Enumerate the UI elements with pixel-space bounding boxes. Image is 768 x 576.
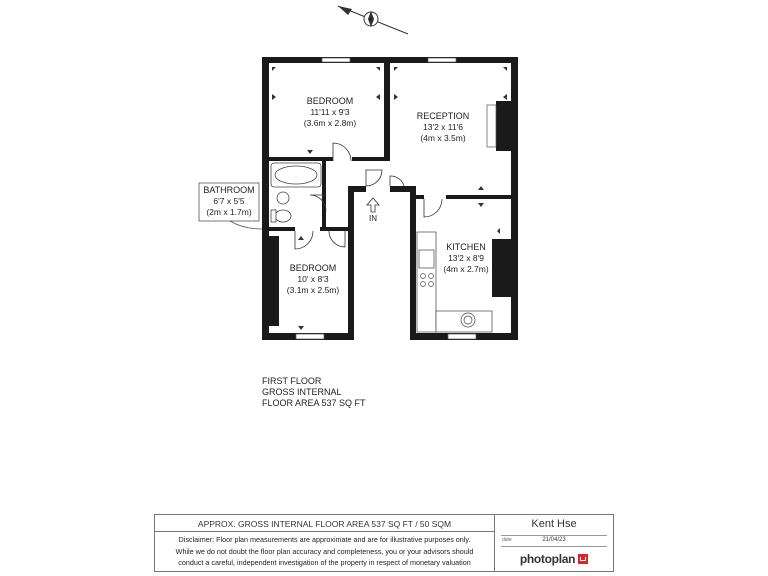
bathroom-fixtures xyxy=(271,163,321,222)
disclaimer-line-3: conduct a careful, independent investigation of the property in respect of monetary valuation xyxy=(178,558,471,567)
room-dims-reception: 13'2 x 11'6 xyxy=(423,122,463,132)
room-dims-bedroom-1: 11'11 x 9'3 xyxy=(310,107,350,117)
window xyxy=(448,334,476,339)
wall xyxy=(390,186,416,192)
door-swing xyxy=(390,176,404,186)
room-label-bedroom-2: BEDROOM xyxy=(289,263,337,273)
wall xyxy=(354,186,366,192)
wall xyxy=(269,236,279,326)
room-dims-metric-kitchen: (4m x 2.7m) xyxy=(443,264,489,274)
room-dims-bathroom: 6'7 x 5'5 xyxy=(213,196,245,206)
footer-info-box xyxy=(154,514,614,572)
brand-name: photoplan xyxy=(519,552,576,566)
date-row xyxy=(501,535,607,547)
wall xyxy=(416,195,424,199)
window xyxy=(322,58,350,62)
wall xyxy=(352,157,390,161)
sink-icon xyxy=(419,250,434,268)
room-label-bedroom-1: BEDROOM xyxy=(306,96,354,106)
room-dims-metric-bedroom-2: (3.1m x 2.5m) xyxy=(286,285,340,295)
door-swing xyxy=(366,170,382,186)
room-dims-metric-bedroom-1: (3.6m x 2.8m) xyxy=(303,118,357,128)
room-label-bathroom: BATHROOM xyxy=(203,185,255,195)
wall xyxy=(348,186,354,340)
brand-logo xyxy=(495,552,613,566)
window xyxy=(296,334,324,339)
disclaimer-line-1: Disclaimer: Floor plan measurements are approximate and are for illustrative purposes only. xyxy=(178,535,471,544)
property-name: Kent Hse xyxy=(531,518,577,530)
footer-right-panel xyxy=(495,515,613,571)
wall xyxy=(322,161,326,227)
wall xyxy=(269,157,333,161)
door-swing xyxy=(424,199,442,217)
hob-icon xyxy=(421,274,426,279)
window xyxy=(428,58,456,62)
wall xyxy=(492,239,511,297)
room-dims-metric-bathroom: (2m x 1.7m) xyxy=(206,207,252,217)
wall xyxy=(269,227,295,231)
bathroom-leader-line xyxy=(230,221,262,229)
wall xyxy=(262,57,269,340)
disclaimer-line-2: While we do not doubt the floor plan accuracy and completeness, you or your advisors should xyxy=(175,546,474,556)
worktop xyxy=(417,232,436,332)
footer-left-panel xyxy=(155,515,495,571)
window xyxy=(487,105,496,147)
wall xyxy=(511,57,518,340)
wall xyxy=(446,195,511,199)
floor-info-line-3: FLOOR AREA 537 SQ FT xyxy=(262,398,366,408)
divider xyxy=(155,531,494,532)
room-dims-kitchen: 13'2 x 8'9 xyxy=(448,253,484,263)
wall xyxy=(384,57,390,160)
floor-info xyxy=(262,376,366,408)
entrance-arrow-icon xyxy=(367,198,379,212)
floor-info-line-2: GROSS INTERNAL xyxy=(262,387,342,397)
walls xyxy=(262,57,518,340)
floor-area-title: APPROX. GROSS INTERNAL FLOOR AREA 537 SQ FT / 50 SQM xyxy=(197,519,452,529)
door-swing xyxy=(329,231,345,247)
entrance-label: IN xyxy=(369,214,377,223)
wall xyxy=(320,227,354,231)
door-swing xyxy=(333,143,351,161)
floor-info-line-1: FIRST FLOOR xyxy=(262,376,322,386)
room-dims-bedroom-2: 10' x 8'3 xyxy=(297,274,329,284)
house-icon xyxy=(578,554,588,564)
wall xyxy=(410,186,416,340)
compass-label: N xyxy=(368,17,374,24)
room-dims-metric-reception: (4m x 3.5m) xyxy=(420,133,466,143)
date-label: date xyxy=(502,537,512,543)
date-value: 21/04/23 xyxy=(542,537,566,543)
compass-arrow-icon xyxy=(338,6,352,15)
compass xyxy=(338,6,408,34)
toilet-icon xyxy=(275,210,291,222)
room-label-reception: RECEPTION xyxy=(416,111,470,121)
wall xyxy=(496,101,511,151)
disclaimer xyxy=(158,534,491,569)
bathroom-callout xyxy=(199,183,262,229)
sink-icon xyxy=(277,192,289,204)
room-label-kitchen: KITCHEN xyxy=(446,242,486,252)
